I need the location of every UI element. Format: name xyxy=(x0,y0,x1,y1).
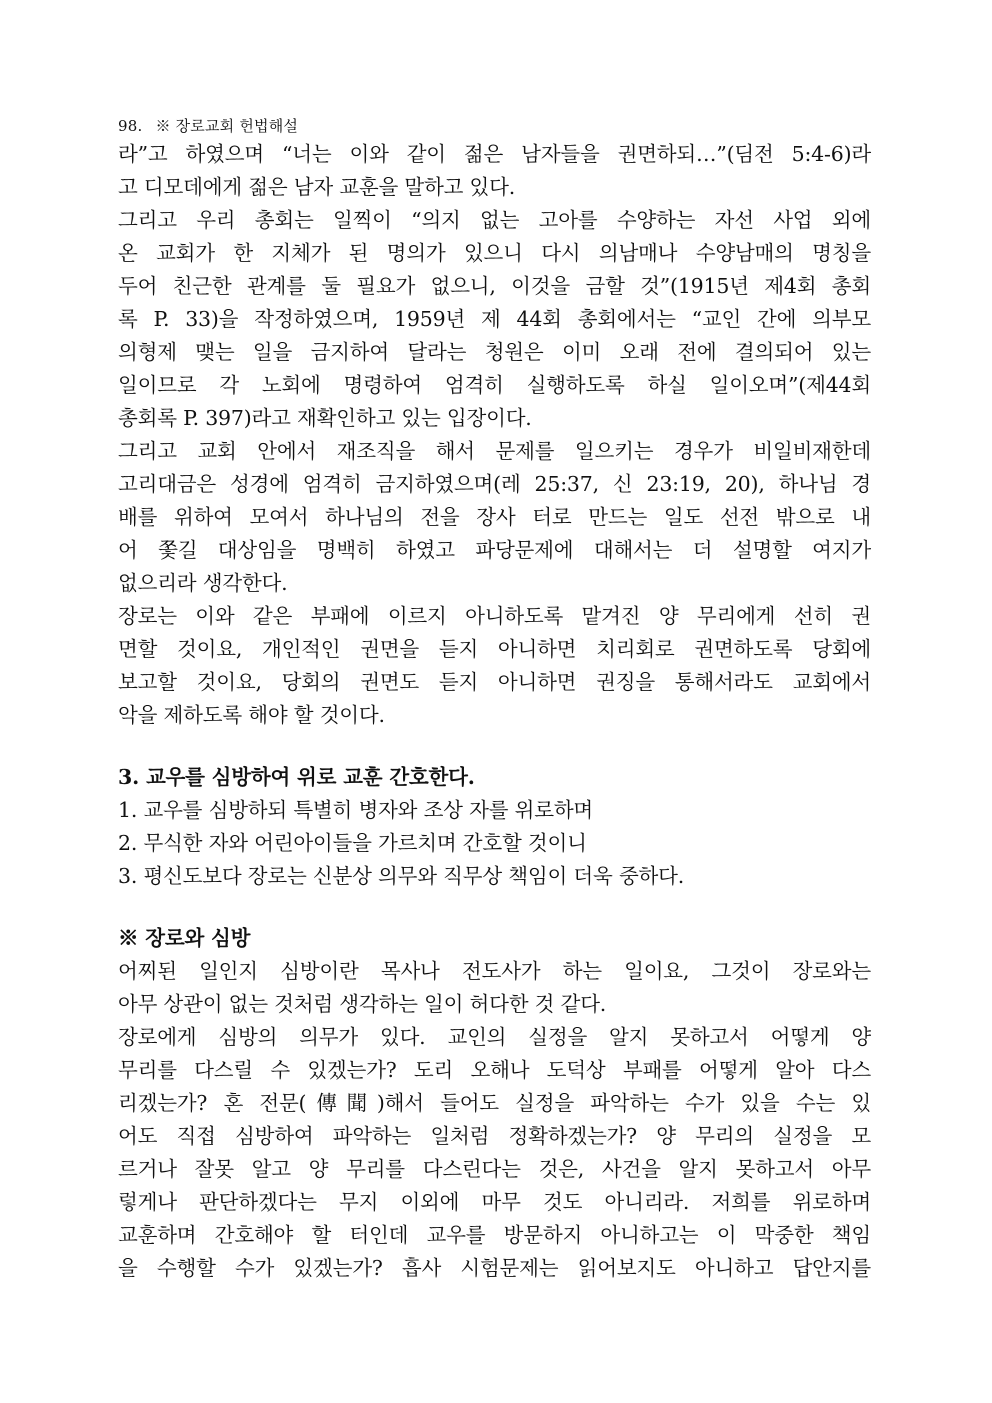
body-line: 렇게나 판단하겠다는 무지 이외에 마무 것도 아니리라. 저희를 위로하며 xyxy=(118,1190,871,1214)
body-line: 어도 직접 심방하여 파악하는 일처럼 정확하겠는가? 양 무리의 실정을 모 xyxy=(118,1124,871,1148)
body-line: 르거나 잘못 알고 양 무리를 다스린다는 것은, 사건을 알지 못하고서 아무 xyxy=(118,1157,871,1181)
body-line: 어찌된 일인지 심방이란 목사나 전도사가 하는 일이요, 그것이 장로와는 xyxy=(118,959,871,983)
running-header xyxy=(118,116,298,136)
body-line: 장로에게 심방의 의무가 있다. 교인의 실정을 알지 못하고서 어떻게 양 xyxy=(118,1025,871,1049)
section-heading: 3. 교우를 심방하여 위로 교훈 간호한다. xyxy=(118,765,475,789)
header-section-title: ※ 장로교회 헌법해설 xyxy=(155,117,299,135)
body-line: 배를 위하여 모여서 하나님의 전을 장사 터로 만드는 일도 선전 밖으로 내 xyxy=(118,505,871,529)
body-line: 온 교회가 한 지체가 된 명의가 있으니 다시 의남매나 수양남매의 명칭을 xyxy=(118,241,871,265)
body-line: 고 디모데에게 젊은 남자 교훈을 말하고 있다. xyxy=(118,175,516,199)
body-line: 두어 친근한 관계를 둘 필요가 없으니, 이것을 금할 것”(1915년 제4회 총회 xyxy=(118,274,871,298)
body-line: 어 쫓길 대상임을 명백히 하였고 파당문제에 대해서는 더 설명할 여지가 xyxy=(118,538,871,562)
body-line: 일이므로 각 노회에 명령하여 엄격히 실행하도록 하실 일이오며”(제44회 xyxy=(118,373,871,397)
body-line: 을 수행할 수가 있겠는가? 흡사 시험문제는 읽어보지도 아니하고 답안지를 xyxy=(118,1256,871,1280)
body-line: 록 P. 33)을 작정하였으며, 1959년 제 44회 총회에서는 “교인 간에 의부모 xyxy=(118,307,871,331)
body-line: 없으리라 생각한다. xyxy=(118,571,288,595)
body-line: 그리고 교회 안에서 재조직을 해서 문제를 일으키는 경우가 비일비재한데 xyxy=(118,439,871,463)
body-line: 면할 것이요, 개인적인 권면을 듣지 아니하면 치리회로 권면하도록 당회에 xyxy=(118,637,871,661)
body-line: 의형제 맺는 일을 금지하여 달라는 청원은 이미 오래 전에 결의되어 있는 xyxy=(118,340,871,364)
body-line: 보고할 것이요, 당회의 권면도 듣지 아니하면 권징을 통해서라도 교회에서 xyxy=(118,670,871,694)
body-line: 고리대금은 성경에 엄격히 금지하였으며(레 25:37, 신 23:19, 20), 하나님 경 xyxy=(118,472,871,496)
body-line: 그리고 우리 총회는 일찍이 “의지 없는 고아를 수양하는 자선 사업 외에 xyxy=(118,208,871,232)
list-item: 2. 무식한 자와 어린아이들을 가르치며 간호할 것이니 xyxy=(118,831,587,855)
body-line: 장로는 이와 같은 부패에 이르지 아니하도록 맡겨진 양 무리에게 선히 권 xyxy=(118,604,871,628)
subsection-heading: ※ 장로와 심방 xyxy=(118,926,251,950)
list-item: 3. 평신도보다 장로는 신분상 의무와 직무상 책임이 더욱 중하다. xyxy=(118,864,685,888)
body-line: 라”고 하였으며 “너는 이와 같이 젊은 남자들을 권면하되…”(딤전 5:4-6)라 xyxy=(118,142,871,166)
body-line: 무리를 다스릴 수 있겠는가? 도리 오해나 도덕상 부패를 어떻게 알아 다스 xyxy=(118,1058,871,1082)
body-line: 총회록 P. 397)라고 재확인하고 있는 입장이다. xyxy=(118,406,532,430)
list-item: 1. 교우를 심방하되 특별히 병자와 조상 자를 위로하며 xyxy=(118,798,594,822)
page-number: 98. xyxy=(118,117,143,135)
body-line: 악을 제하도록 해야 할 것이다. xyxy=(118,703,385,727)
body-line: 교훈하며 간호해야 할 터인데 교우를 방문하지 아니하고는 이 막중한 책임 xyxy=(118,1223,871,1247)
body-line: 리겠는가? 혼 전문(傳聞)해서 들어도 실정을 파악하는 수가 있을 수는 있 xyxy=(118,1091,871,1115)
body-line: 아무 상관이 없는 것처럼 생각하는 일이 허다한 것 같다. xyxy=(118,992,607,1016)
